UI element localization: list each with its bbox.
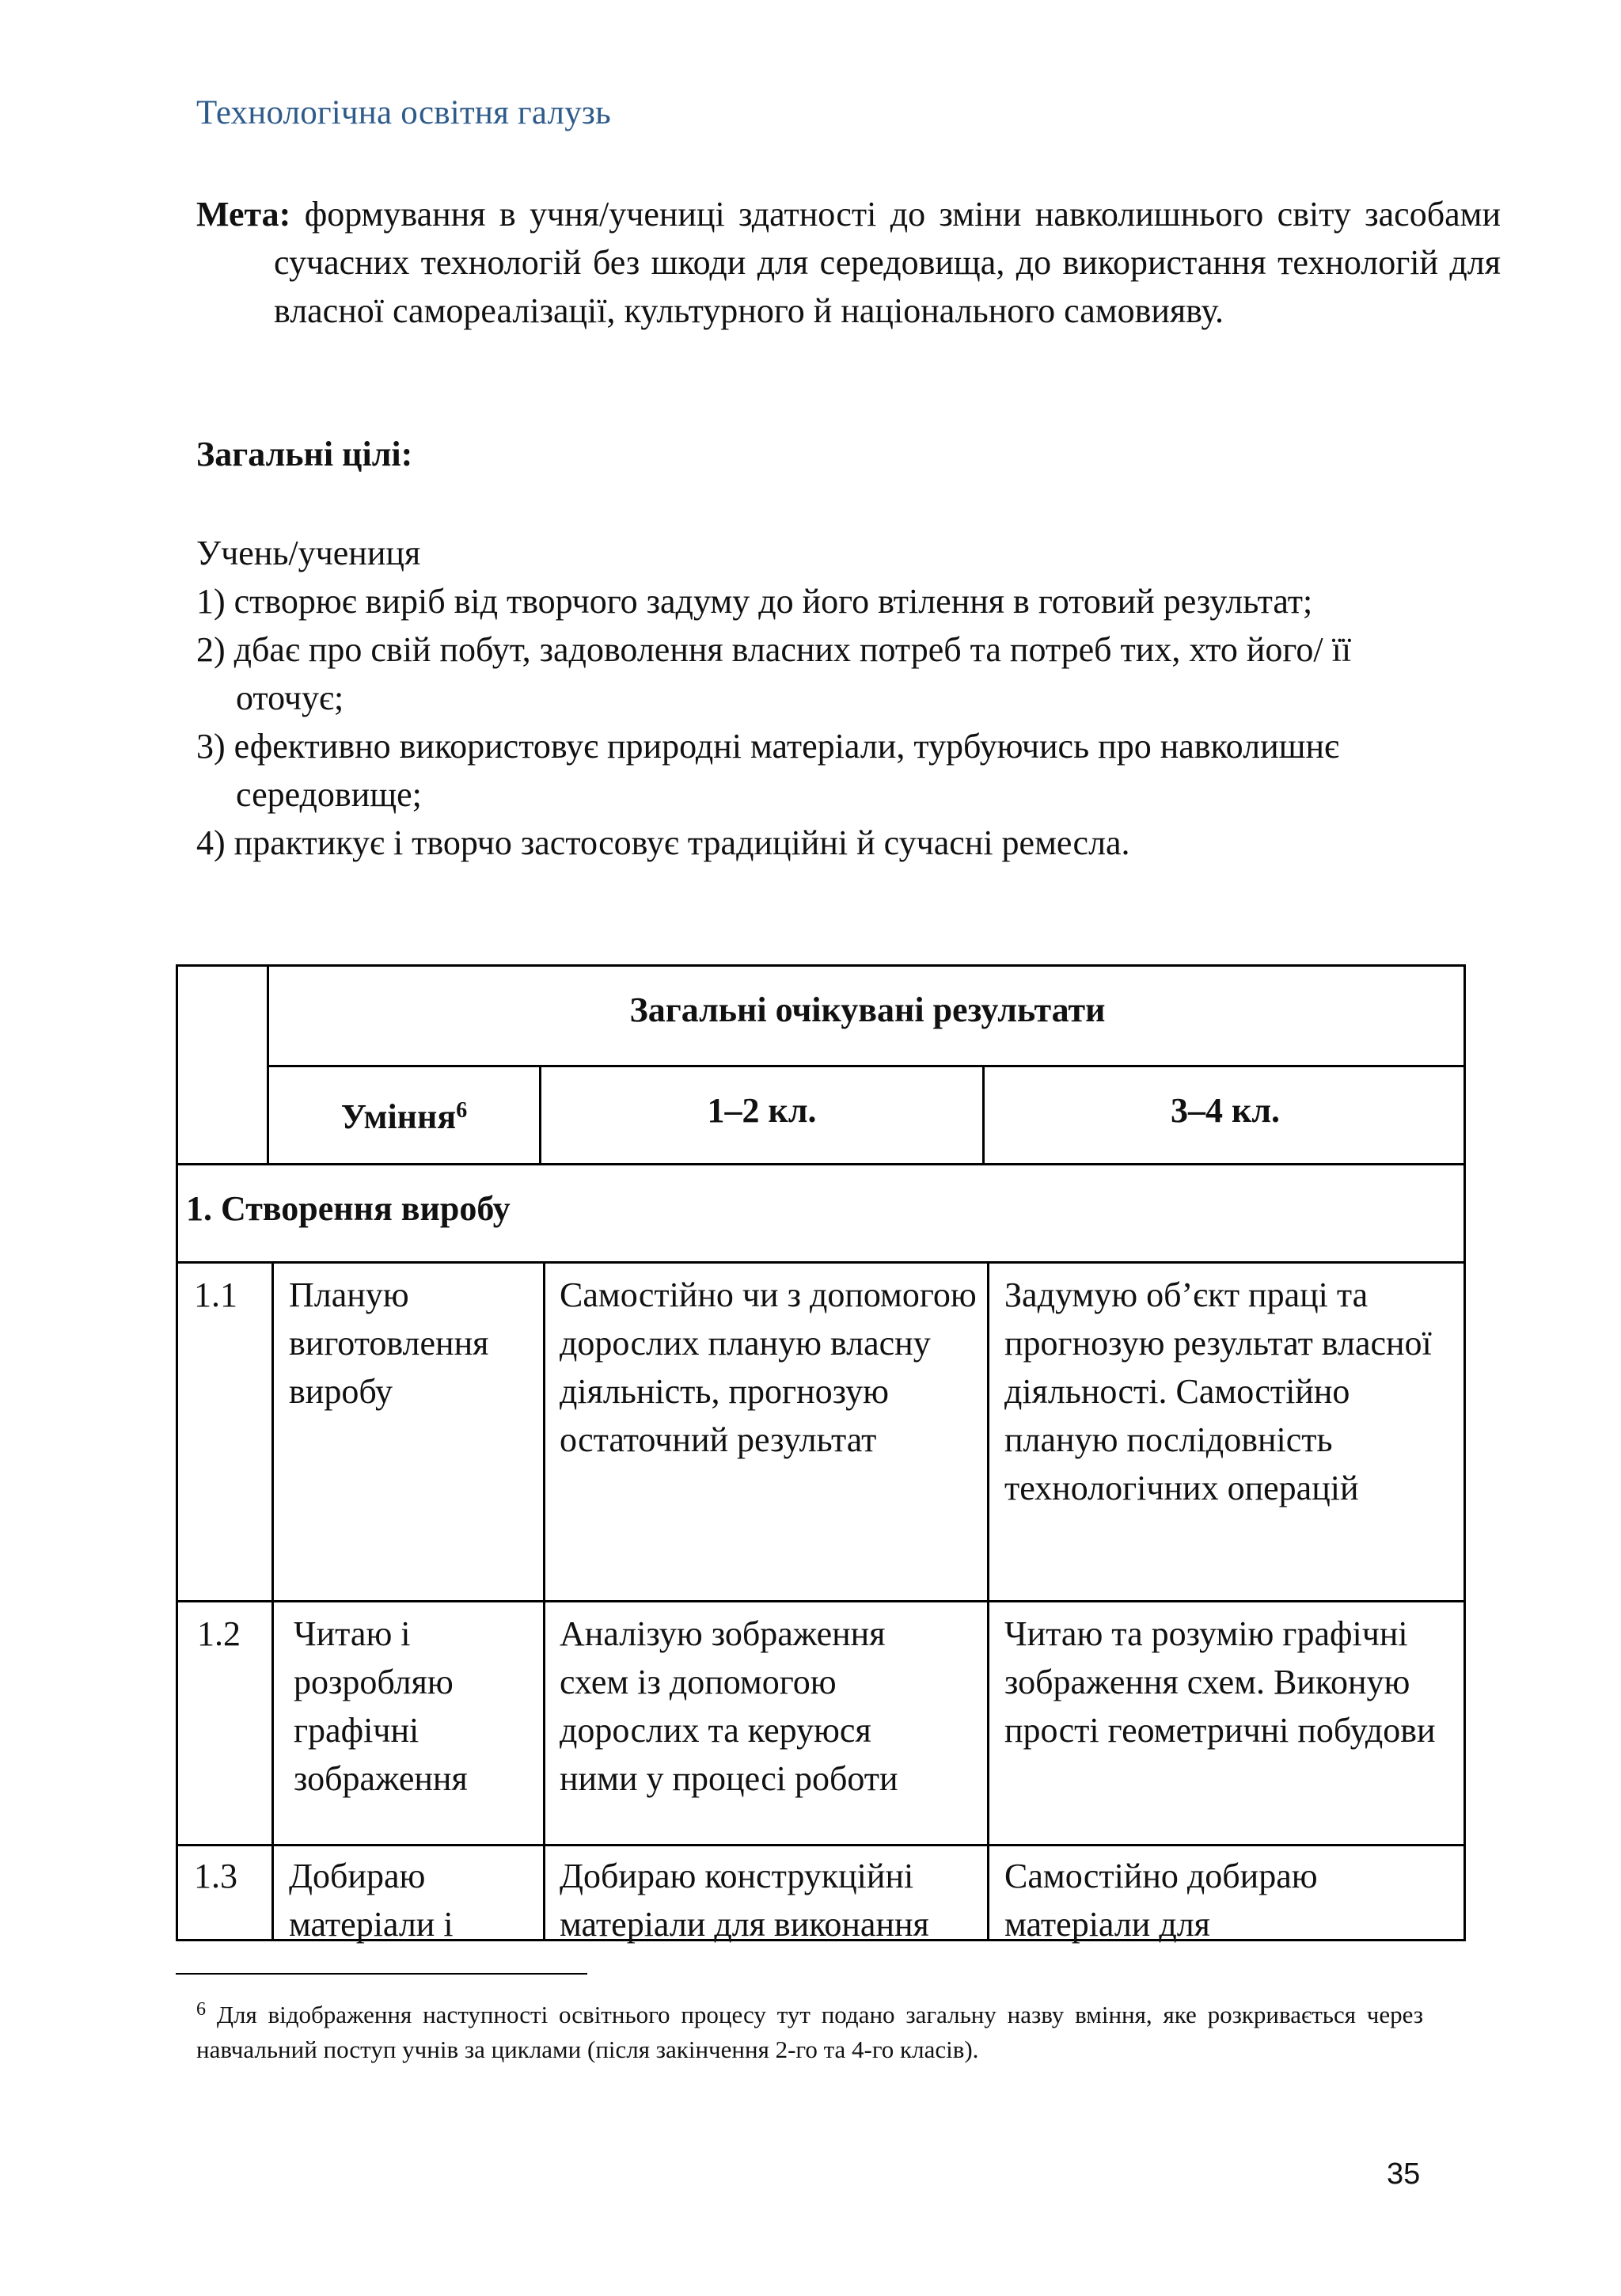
table-section-title: 1. Створення виробу [186, 1189, 511, 1228]
goal-item: 4) практикує і творчо застосовує традиційні й сучасні ремесла. [196, 823, 1130, 862]
column-header-grade-1-2: 1–2 кл. [707, 1091, 817, 1130]
grade-1-2-cell: Аналізую зображення схем із допомогою дорослих та керуюся ними у процесі роботи [560, 1614, 898, 1798]
footnote-separator [176, 1973, 587, 1975]
skill-cell: Читаю і розробляю графічні зображення [294, 1614, 468, 1798]
row-number: 1.3 [194, 1857, 237, 1895]
goal-text: формування в учня/учениці здатності до зміни навколишнього світу засобами сучасних технологій без шкоди для середовища, до використання технологій для власної самореалізації, культурного й національного самовияву. [274, 195, 1501, 330]
expected-results-table [176, 964, 1466, 1944]
footnote [196, 1992, 1423, 2067]
table-rule [178, 1261, 1466, 1264]
learner-goals [196, 529, 1431, 867]
row-number: 1.2 [197, 1614, 241, 1653]
goal-item: 3) ефективно використовує природні матеріали, турбуючись про навколишнє середовище; [196, 727, 1339, 814]
table-rule [178, 1600, 1466, 1602]
table-rule [987, 1261, 989, 1941]
grade-1-2-cell: Самостійно чи з допомогою дорослих планую власну діяльність, прогнозую остаточний результат [560, 1275, 977, 1459]
column-header-grade-3-4: 3–4 кл. [1170, 1091, 1281, 1130]
footnote-mark: 6 [196, 1999, 206, 2020]
table-rule [178, 1844, 1466, 1846]
section-heading: Технологічна освітня галузь [196, 94, 611, 131]
footnote-ref: 6 [456, 1098, 468, 1123]
table-rule [271, 1261, 274, 1941]
table-title: Загальні очікувані результати [629, 990, 1106, 1029]
skill-cell: Планую виготовлення виробу [289, 1275, 489, 1411]
footnote-text: Для відображення наступності освітнього процесу тут подано загальну назву вміння, яке розкривається через навчальний поступ учнів за циклами (після закінчення 2-го та 4-го класів). [196, 2001, 1424, 2063]
goal-label: Мета: [196, 195, 291, 234]
learner-label: Учень/учениця [196, 534, 421, 572]
goals-list [196, 577, 1431, 867]
goal-item: 2) дбає про свій побут, задоволення власних потреб та потреб тих, хто його/ її оточує; [196, 630, 1352, 717]
column-header-skills-text: Уміння [340, 1097, 457, 1136]
row-number: 1.1 [194, 1275, 237, 1314]
grade-1-2-cell: Добираю конструкційні матеріали для виконання [560, 1857, 929, 1944]
goal-item: 1) створює виріб від творчого задуму до його втілення в готовий результат; [196, 582, 1313, 621]
grade-3-4-cell: Задумую об’єкт праці та прогнозую результат власної діяльності. Самостійно планую послідовність технологічних операцій [1004, 1275, 1432, 1507]
table-rule [543, 1261, 545, 1941]
column-header-skills [269, 1067, 539, 1141]
general-goals-heading: Загальні цілі: [196, 435, 413, 473]
grade-3-4-cell: Самостійно добираю матеріали для [1004, 1857, 1318, 1944]
grade-3-4-cell: Читаю та розумію графічні зображення схем. Виконую прості геометричні побудови [1004, 1614, 1436, 1750]
page-number: 35 [1387, 2157, 1421, 2191]
goal-paragraph [196, 190, 1501, 335]
skill-cell: Добираю матеріали і [289, 1857, 454, 1944]
